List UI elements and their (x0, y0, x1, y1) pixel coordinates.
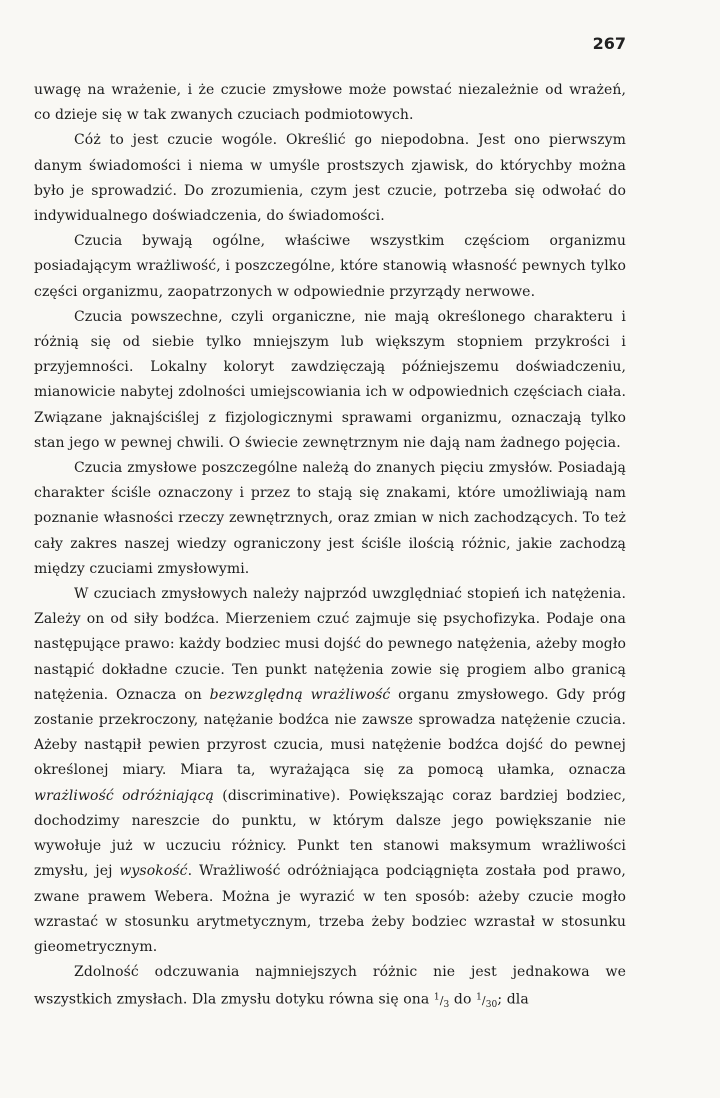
paragraph: Czucia bywają ogólne, właściwe wszystkim częściom organizmu posiadającym wrażliwość, i poszczególne, które stanowią własność pewnych tylko części organizmu, zaopatrzonych w odpowiednie przyrządy nerwowe. (34, 233, 626, 300)
emphasis-term: bezwzględną wrażliwość (209, 686, 391, 703)
text-run: ; dla (497, 991, 529, 1008)
paragraph: Czucia powszechne, czyli organiczne, nie mają określonego charakteru i różnią się od siebie tylko mniejszym lub większym stopniem przykrości i przyjemności. Lokalny koloryt zawdzięczają późniejszemu doświadczeniu, mianowicie nabytej zdolności umiejscowiania ich w odpowiednich częściach ciała. Związane jaknajściślej z fizjologicznymi sprawami organizmu, oznaczają tylko stan jego w pewnej chwili. O świecie zewnętrznym nie dają nam żadnego pojęcia. (34, 308, 626, 451)
fraction-numerator: 1 (476, 992, 482, 1003)
body-text (34, 78, 626, 1018)
paragraph: Cóż to jest czucie wogóle. Określić go niepodobna. Jest ono pierwszym danym świadomości i niema w umyśle prostszych zjawisk, do którychby można było je sprowadzić. Do zrozumienia, czym jest czucie, potrzeba się odwołać do indywidualnego doświadczenia, do świadomości. (34, 132, 626, 225)
text-run: (discriminative). Powiększając coraz bardziej bodziec, dochodzimy nareszcie do punktu, w którym dalsze jego powiększanie nie wywołuje już w uczuciu różnicy. Punkt ten stanowi maksymum wrażliwości zmysłu, jej (34, 787, 626, 880)
fraction-denominator: 30 (485, 1000, 498, 1011)
paragraph: Czucia zmysłowe poszczególne należą do znanych pięciu zmysłów. Posiadają charakter ściśle oznaczony i przez to stają się znakami, które umożliwiają nam poznanie własności rzeczy zewnętrznych, oraz zmian w nich zachodzących. To też cały zakres naszej wiedzy ograniczony jest ściśle ilością różnic, jakie zachodzą między czuciami zmysłowymi. (34, 460, 626, 577)
emphasis-term: wrażliwość odróżniającą (34, 787, 214, 804)
text-run: do (449, 991, 477, 1008)
fraction-denominator: 3 (443, 1000, 450, 1011)
paragraph: uwagę na wrażenie, i że czucie zmysłowe może powstać niezależnie od wrażeń, co dzieje się w tak zwanych czuciach podmiotowych. (34, 82, 626, 124)
emphasis-term: wysokość (119, 863, 188, 880)
paragraph (34, 582, 626, 960)
fraction: $^1/_3$ (433, 992, 450, 1011)
fraction: $^1/_{30}$ (476, 992, 498, 1011)
text-run: Zdolność odczuwania najmniejszych różnic nie jest jednakowa we wszystkich zmysłach. Dla zmysłu dotyku równa się ona (34, 964, 626, 1008)
text-run: organu zmysłowego. Gdy próg zostanie przekroczony, natężanie bodźca nie zawsze sprowadza natężenie czucia. Ażeby nastąpił pewien przyrost czucia, musi natężenie bodźca dojść do pewnej określonej miary. Miara ta, wyrażająca się za pomocą ułamka, oznacza (34, 686, 626, 779)
text-run: W czuciach zmysłowych należy najprzód uwzględniać stopień ich natężenia. Zależy on od siły bodźca. Mierzeniem czuć zajmuje się psychofizyka. Podaje ona następujące prawo: każdy bodziec musi dojść do pewnego natężenia, ażeby mogło nastąpić dokładne czucie. Ten punkt natężenia zowie się progiem albo granicą natężenia. Oznacza on (34, 586, 626, 703)
paragraph (34, 960, 626, 1018)
text-run: . Wrażliwość odróżniająca podciągnięta została pod prawo, zwane prawem Webera. Można je wyrazić w ten sposób: ażeby czucie mogło wzrastać w stosunku arytmetycznym, trzeba żeby bodziec wzrastał w stosunku gieometrycznym. (34, 863, 626, 955)
page-number: 267 (592, 34, 626, 53)
fraction-numerator: 1 (433, 992, 440, 1003)
